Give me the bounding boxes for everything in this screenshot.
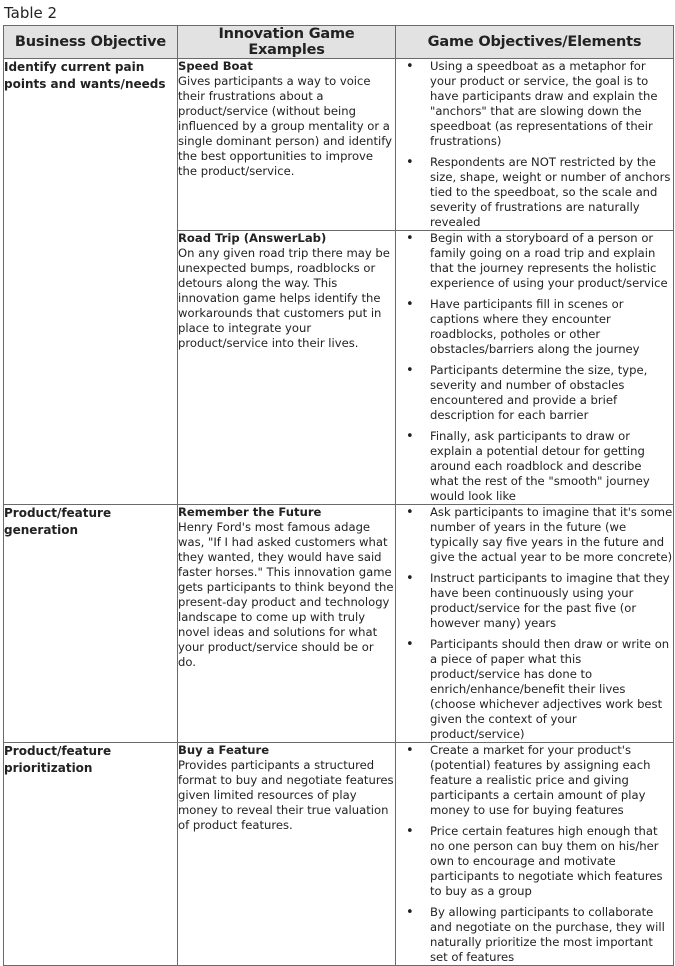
list-item bbox=[396, 905, 673, 965]
game-description: On any given road trip there may be unexpected bumps, roadblocks or detours along the way. This innovation game helps identify the workarounds that customers put in place to integrate your product/service into their lives. bbox=[178, 246, 390, 350]
table-caption: Table 2 bbox=[4, 4, 58, 22]
game-elements-cell bbox=[396, 231, 674, 505]
bullet-icon: • bbox=[406, 743, 414, 758]
list-item bbox=[396, 824, 673, 899]
list-item bbox=[396, 429, 673, 504]
list-item bbox=[396, 743, 673, 818]
business-objective-cell: Product/feature prioritization bbox=[4, 743, 178, 966]
list-item bbox=[396, 231, 673, 291]
game-description: Provides participants a structured format to buy and negotiate features given limited resources of play money to reveal their true valuation of product features. bbox=[178, 758, 394, 832]
table-row bbox=[4, 505, 674, 743]
header-game-objectives-elements: Game Objectives/Elements bbox=[396, 26, 674, 59]
game-description: Henry Ford's most famous adage was, "If I had asked customers what they wanted, they would have said faster horses." This innovation game gets participants to think beyond the present-day product and technology landscape to come up with truly novel ideas and solutions for what your product/service should be or do. bbox=[178, 520, 394, 669]
list-item bbox=[396, 505, 673, 565]
bullet-icon: • bbox=[406, 59, 414, 74]
bullet-icon: • bbox=[406, 297, 414, 312]
bullet-icon: • bbox=[406, 363, 414, 378]
element-text: Using a speedboat as a metaphor for your product or service, the goal is to have participants draw and explain the "anchors" that are slowing down the speedboat (as representations of their frustrations) bbox=[430, 59, 658, 148]
bullet-icon: • bbox=[406, 155, 414, 170]
innovation-games-table bbox=[3, 25, 674, 966]
bullet-icon: • bbox=[406, 824, 414, 839]
table-row bbox=[4, 59, 674, 231]
business-objective-cell: Product/feature generation bbox=[4, 505, 178, 743]
game-title: Buy a Feature bbox=[178, 743, 270, 757]
element-text: Instruct participants to imagine that they have been continuously using your product/service for the past five (or however many) years bbox=[430, 571, 670, 630]
table-header-row bbox=[4, 26, 674, 59]
element-text: Participants should then draw or write on a piece of paper what this product/service has done to enrich/enhance/benefit their lives (choose whichever adjectives work best given the context of your product/service) bbox=[430, 637, 670, 741]
element-text: Respondents are NOT restricted by the size, shape, weight or number of anchors tied to the speedboat, so the scale and severity of frustrations are naturally revealed bbox=[430, 155, 671, 229]
element-text: Have participants fill in scenes or captions where they encounter roadblocks, potholes or other obstacles/barriers along the journey bbox=[430, 297, 640, 356]
game-title: Remember the Future bbox=[178, 505, 322, 519]
element-text: Finally, ask participants to draw or explain a potential detour for getting around each roadblock and describe what the rest of the "smooth" journey would look like bbox=[430, 429, 650, 503]
bullet-icon: • bbox=[406, 505, 414, 520]
game-elements-cell bbox=[396, 505, 674, 743]
bullet-icon: • bbox=[406, 231, 414, 246]
element-text: Create a market for your product's (potential) features by assigning each feature a realistic price and giving participants a certain amount of play money to use for buying features bbox=[430, 743, 651, 817]
game-description: Gives participants a way to voice their frustrations about a product/service (without being influenced by a group mentality or a single dominant person) and identify the best opportunities to improve the product/service. bbox=[178, 74, 393, 178]
list-item bbox=[396, 363, 673, 423]
business-objective-cell: Identify current pain points and wants/needs bbox=[4, 59, 178, 505]
game-example-cell bbox=[178, 59, 396, 231]
list-item bbox=[396, 297, 673, 357]
list-item bbox=[396, 59, 673, 149]
element-text: Price certain features high enough that no one person can buy them on his/her own to encourage and motivate participants to negotiate which features to buy as a group bbox=[430, 824, 663, 898]
element-text: By allowing participants to collaborate and negotiate on the purchase, they will naturally prioritize the most important set of features bbox=[430, 905, 665, 964]
bullet-icon: • bbox=[406, 571, 414, 586]
list-item bbox=[396, 637, 673, 742]
header-business-objective: Business Objective bbox=[4, 26, 178, 59]
game-example-cell bbox=[178, 231, 396, 505]
element-text: Ask participants to imagine that it's some number of years in the future (we typically say five years in the future and give the actual year to be more concrete) bbox=[430, 505, 673, 564]
element-text: Begin with a storyboard of a person or family going on a road trip and explain that the journey represents the holistic experience of using your product/service bbox=[430, 231, 668, 290]
game-example-cell bbox=[178, 743, 396, 966]
table-row bbox=[4, 743, 674, 966]
element-text: Participants determine the size, type, severity and number of obstacles encountered and provide a brief description for each barrier bbox=[430, 363, 648, 422]
game-example-cell bbox=[178, 505, 396, 743]
game-title: Road Trip (AnswerLab) bbox=[178, 231, 327, 245]
list-item bbox=[396, 571, 673, 631]
game-elements-cell bbox=[396, 743, 674, 966]
game-title: Speed Boat bbox=[178, 59, 253, 73]
list-item bbox=[396, 155, 673, 230]
game-elements-cell bbox=[396, 59, 674, 231]
bullet-icon: • bbox=[406, 905, 414, 920]
header-innovation-game-examples: Innovation Game Examples bbox=[178, 26, 396, 59]
bullet-icon: • bbox=[406, 637, 414, 652]
bullet-icon: • bbox=[406, 429, 414, 444]
